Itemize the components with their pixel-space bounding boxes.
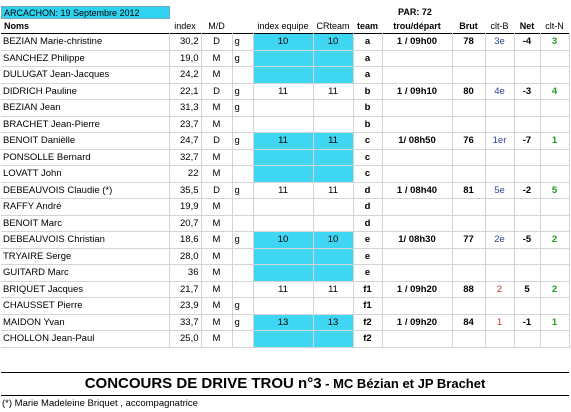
header-cltn: clt-N: [545, 21, 564, 31]
team-index-cell[interactable]: 11: [253, 133, 313, 150]
player-flag-cell[interactable]: [232, 265, 253, 282]
cr-team-cell[interactable]: 11: [313, 133, 353, 150]
player-gender-cell[interactable]: M: [201, 67, 232, 84]
net-score-cell[interactable]: [514, 116, 540, 133]
team-index-cell[interactable]: [253, 298, 313, 315]
brut-score-cell[interactable]: [452, 116, 485, 133]
banner-subtitle: - MC Bézian et JP Brachet: [321, 376, 486, 391]
header-index: index: [174, 21, 196, 31]
par-label: PAR: 72: [398, 7, 432, 17]
net-score-cell[interactable]: [514, 100, 540, 117]
table-row: [1, 34, 569, 51]
player-flag-cell[interactable]: [232, 166, 253, 183]
table-row: [1, 83, 569, 100]
player-name-cell[interactable]: BENOIT Marc: [1, 215, 169, 232]
start-hole-cell[interactable]: 1/ 08h50: [382, 133, 452, 150]
table-row: [1, 116, 569, 133]
player-index-cell[interactable]: 23,9: [169, 298, 201, 315]
clt-net-cell[interactable]: [540, 166, 569, 183]
net-score-cell[interactable]: [514, 265, 540, 282]
start-hole-cell[interactable]: [382, 100, 452, 117]
table-row: [1, 298, 569, 315]
start-hole-cell[interactable]: [382, 265, 452, 282]
player-gender-cell[interactable]: D: [201, 133, 232, 150]
team-letter-cell[interactable]: f2: [353, 331, 382, 348]
team-index-cell[interactable]: [253, 166, 313, 183]
net-score-cell[interactable]: -4: [514, 34, 540, 51]
net-score-cell[interactable]: [514, 50, 540, 67]
player-name-cell[interactable]: DEBEAUVOIS Christian: [1, 232, 169, 249]
player-flag-cell[interactable]: g: [232, 182, 253, 199]
clt-net-cell[interactable]: [540, 248, 569, 265]
start-hole-cell[interactable]: [382, 331, 452, 348]
player-index-cell[interactable]: 24,2: [169, 67, 201, 84]
start-hole-cell[interactable]: 1 / 09h00: [382, 34, 452, 51]
player-flag-cell[interactable]: [232, 199, 253, 216]
player-flag-cell[interactable]: g: [232, 133, 253, 150]
player-index-cell[interactable]: 36: [169, 265, 201, 282]
start-hole-cell[interactable]: [382, 298, 452, 315]
start-hole-cell[interactable]: [382, 248, 452, 265]
start-hole-cell[interactable]: [382, 149, 452, 166]
player-index-cell[interactable]: 30,2: [169, 34, 201, 51]
player-name-cell[interactable]: TRYAIRE Serge: [1, 248, 169, 265]
player-flag-cell[interactable]: [232, 331, 253, 348]
cr-team-cell[interactable]: 10: [313, 232, 353, 249]
team-letter-cell[interactable]: f1: [353, 298, 382, 315]
player-name-cell[interactable]: GUITARD Marc: [1, 265, 169, 282]
brut-score-cell[interactable]: [452, 331, 485, 348]
clt-net-cell[interactable]: 2: [540, 281, 569, 298]
clt-brut-cell[interactable]: 4e: [485, 83, 514, 100]
header-index-equipe: index equipe: [257, 21, 309, 31]
clt-brut-cell[interactable]: [485, 199, 514, 216]
team-index-cell[interactable]: 13: [253, 314, 313, 331]
brut-score-cell[interactable]: [452, 265, 485, 282]
cr-team-cell[interactable]: 11: [313, 182, 353, 199]
cr-team-cell[interactable]: [313, 331, 353, 348]
player-name-cell[interactable]: RAFFY André: [1, 199, 169, 216]
team-index-cell[interactable]: 11: [253, 182, 313, 199]
cr-team-cell[interactable]: [313, 298, 353, 315]
player-name-cell[interactable]: BENOIT Danièlle: [1, 133, 169, 150]
net-score-cell[interactable]: [514, 331, 540, 348]
brut-score-cell[interactable]: [452, 50, 485, 67]
brut-score-cell[interactable]: 80: [452, 83, 485, 100]
player-name-cell[interactable]: SANCHEZ Philippe: [1, 50, 169, 67]
player-index-cell[interactable]: 24,7: [169, 133, 201, 150]
team-letter-cell[interactable]: a: [353, 67, 382, 84]
clt-net-cell[interactable]: [540, 67, 569, 84]
net-score-cell[interactable]: [514, 67, 540, 84]
clt-brut-cell[interactable]: [485, 67, 514, 84]
player-flag-cell[interactable]: g: [232, 100, 253, 117]
table-row: [1, 133, 569, 150]
clt-brut-cell[interactable]: 2: [485, 281, 514, 298]
team-index-cell[interactable]: [253, 100, 313, 117]
clt-net-cell[interactable]: [540, 116, 569, 133]
player-name-cell[interactable]: DIDRICH Pauline: [1, 83, 169, 100]
player-flag-cell[interactable]: g: [232, 34, 253, 51]
header-net: Net: [519, 21, 535, 31]
table-row: [1, 50, 569, 67]
event-banner: [1, 372, 569, 396]
player-flag-cell[interactable]: [232, 67, 253, 84]
team-letter-cell[interactable]: f2: [353, 314, 382, 331]
table-row: [1, 166, 569, 183]
brut-score-cell[interactable]: [452, 100, 485, 117]
clt-net-cell[interactable]: [540, 331, 569, 348]
clt-brut-cell[interactable]: 1: [485, 314, 514, 331]
clt-brut-cell[interactable]: [485, 248, 514, 265]
table-row: [1, 265, 569, 282]
net-score-cell[interactable]: [514, 166, 540, 183]
brut-score-cell[interactable]: [452, 215, 485, 232]
brut-score-cell[interactable]: [452, 166, 485, 183]
table-row: [1, 100, 569, 117]
player-index-cell[interactable]: 20,7: [169, 215, 201, 232]
start-hole-cell[interactable]: 1 / 08h40: [382, 182, 452, 199]
table-row: [1, 232, 569, 249]
team-letter-cell[interactable]: d: [353, 215, 382, 232]
clt-net-cell[interactable]: 5: [540, 182, 569, 199]
player-flag-cell[interactable]: g: [232, 232, 253, 249]
brut-score-cell[interactable]: 88: [452, 281, 485, 298]
clt-brut-cell[interactable]: 1er: [485, 133, 514, 150]
cr-team-cell[interactable]: 13: [313, 314, 353, 331]
player-name-cell[interactable]: BEZIAN Jean: [1, 100, 169, 117]
player-gender-cell[interactable]: D: [201, 34, 232, 51]
start-hole-cell[interactable]: [382, 215, 452, 232]
clt-net-cell[interactable]: [540, 265, 569, 282]
brut-score-cell[interactable]: [452, 298, 485, 315]
team-letter-cell[interactable]: b: [353, 100, 382, 117]
clt-brut-cell[interactable]: 3e: [485, 34, 514, 51]
team-index-cell[interactable]: [253, 265, 313, 282]
cr-team-cell[interactable]: [313, 248, 353, 265]
clt-net-cell[interactable]: 3: [540, 34, 569, 51]
clt-net-cell[interactable]: [540, 149, 569, 166]
clt-net-cell[interactable]: [540, 199, 569, 216]
table-row: [1, 199, 569, 216]
cr-team-cell[interactable]: [313, 199, 353, 216]
header-cltb: clt-B: [490, 21, 509, 31]
brut-score-cell[interactable]: 78: [452, 34, 485, 51]
player-index-cell[interactable]: 23,7: [169, 116, 201, 133]
table-row: [1, 149, 569, 166]
header-trou: trou/départ: [393, 21, 441, 31]
team-index-cell[interactable]: [253, 116, 313, 133]
clt-net-cell[interactable]: 4: [540, 83, 569, 100]
player-index-cell[interactable]: 19,0: [169, 50, 201, 67]
results-table: [1, 33, 570, 348]
player-name-cell[interactable]: CHAUSSET Pierre: [1, 298, 169, 315]
team-letter-cell[interactable]: a: [353, 50, 382, 67]
player-gender-cell[interactable]: M: [201, 149, 232, 166]
net-score-cell[interactable]: -5: [514, 232, 540, 249]
clt-brut-cell[interactable]: 5e: [485, 182, 514, 199]
clt-net-cell[interactable]: [540, 50, 569, 67]
clt-brut-cell[interactable]: [485, 331, 514, 348]
cr-team-cell[interactable]: 11: [313, 83, 353, 100]
player-index-cell[interactable]: 31,3: [169, 100, 201, 117]
clt-brut-cell[interactable]: [485, 215, 514, 232]
banner-title: CONCOURS DE DRIVE TROU n°3: [84, 375, 322, 392]
start-hole-cell[interactable]: 1 / 09h10: [382, 83, 452, 100]
player-flag-cell[interactable]: [232, 149, 253, 166]
brut-score-cell[interactable]: [452, 248, 485, 265]
start-hole-cell[interactable]: 1 / 09h20: [382, 281, 452, 298]
team-index-cell[interactable]: [253, 199, 313, 216]
start-hole-cell[interactable]: [382, 67, 452, 84]
clt-net-cell[interactable]: [540, 215, 569, 232]
cr-team-cell[interactable]: [313, 166, 353, 183]
player-gender-cell[interactable]: M: [201, 331, 232, 348]
team-index-cell[interactable]: [253, 248, 313, 265]
player-name-cell[interactable]: MAIDON Yvan: [1, 314, 169, 331]
team-letter-cell[interactable]: e: [353, 265, 382, 282]
team-letter-cell[interactable]: d: [353, 182, 382, 199]
player-gender-cell[interactable]: D: [201, 83, 232, 100]
team-letter-cell[interactable]: c: [353, 166, 382, 183]
player-gender-cell[interactable]: M: [201, 281, 232, 298]
player-gender-cell[interactable]: D: [201, 182, 232, 199]
team-index-cell[interactable]: [253, 215, 313, 232]
player-name-cell[interactable]: DEBEAUVOIS Claudie (*): [1, 182, 169, 199]
cr-team-cell[interactable]: [313, 50, 353, 67]
player-gender-cell[interactable]: M: [201, 314, 232, 331]
clt-brut-cell[interactable]: [485, 166, 514, 183]
team-letter-cell[interactable]: c: [353, 149, 382, 166]
team-letter-cell[interactable]: c: [353, 133, 382, 150]
table-row: [1, 215, 569, 232]
team-letter-cell[interactable]: d: [353, 199, 382, 216]
clt-brut-cell[interactable]: [485, 265, 514, 282]
net-score-cell[interactable]: [514, 149, 540, 166]
table-row: [1, 331, 569, 348]
clt-net-cell[interactable]: [540, 100, 569, 117]
cr-team-cell[interactable]: [313, 149, 353, 166]
net-score-cell[interactable]: [514, 215, 540, 232]
player-flag-cell[interactable]: [232, 215, 253, 232]
player-gender-cell[interactable]: M: [201, 199, 232, 216]
net-score-cell[interactable]: -1: [514, 314, 540, 331]
brut-score-cell[interactable]: [452, 149, 485, 166]
cr-team-cell[interactable]: [313, 116, 353, 133]
player-name-cell[interactable]: BRACHET Jean-Pierre: [1, 116, 169, 133]
table-row: [1, 281, 569, 298]
player-name-cell[interactable]: BEZIAN Marie-christine: [1, 34, 169, 51]
cr-team-cell[interactable]: [313, 67, 353, 84]
header-crteam: CRteam: [316, 21, 350, 31]
player-name-cell[interactable]: LOVATT John: [1, 166, 169, 183]
net-score-cell[interactable]: [514, 298, 540, 315]
start-hole-cell[interactable]: [382, 50, 452, 67]
table-row: [1, 182, 569, 199]
clt-brut-cell[interactable]: 2e: [485, 232, 514, 249]
team-letter-cell[interactable]: e: [353, 248, 382, 265]
clt-brut-cell[interactable]: [485, 100, 514, 117]
net-score-cell[interactable]: -2: [514, 182, 540, 199]
team-index-cell[interactable]: [253, 50, 313, 67]
player-index-cell[interactable]: 25,0: [169, 331, 201, 348]
player-gender-cell[interactable]: M: [201, 248, 232, 265]
header-area: [0, 0, 571, 33]
clt-brut-cell[interactable]: [485, 116, 514, 133]
team-index-cell[interactable]: [253, 67, 313, 84]
team-letter-cell[interactable]: f1: [353, 281, 382, 298]
start-hole-cell[interactable]: 1/ 08h30: [382, 232, 452, 249]
player-flag-cell[interactable]: [232, 116, 253, 133]
player-flag-cell[interactable]: [232, 281, 253, 298]
team-letter-cell[interactable]: a: [353, 34, 382, 51]
cr-team-cell[interactable]: 10: [313, 34, 353, 51]
brut-score-cell[interactable]: 81: [452, 182, 485, 199]
player-index-cell[interactable]: 22,1: [169, 83, 201, 100]
player-gender-cell[interactable]: M: [201, 166, 232, 183]
sheet-title[interactable]: ARCACHON: 19 Septembre 2012: [1, 6, 170, 19]
team-index-cell[interactable]: 11: [253, 281, 313, 298]
player-index-cell[interactable]: 35,5: [169, 182, 201, 199]
player-gender-cell[interactable]: M: [201, 116, 232, 133]
start-hole-cell[interactable]: 1 / 09h20: [382, 314, 452, 331]
player-index-cell[interactable]: 28,0: [169, 248, 201, 265]
team-index-cell[interactable]: 10: [253, 34, 313, 51]
player-index-cell[interactable]: 19,9: [169, 199, 201, 216]
player-name-cell[interactable]: PONSOLLE Bernard: [1, 149, 169, 166]
player-name-cell[interactable]: DULUGAT Jean-Jacques: [1, 67, 169, 84]
header-md: M/D: [208, 21, 225, 31]
brut-score-cell[interactable]: 77: [452, 232, 485, 249]
player-index-cell[interactable]: 22: [169, 166, 201, 183]
net-score-cell[interactable]: [514, 199, 540, 216]
table-row: [1, 248, 569, 265]
player-index-cell[interactable]: 33,7: [169, 314, 201, 331]
cr-team-cell[interactable]: [313, 100, 353, 117]
player-flag-cell[interactable]: g: [232, 314, 253, 331]
player-gender-cell[interactable]: M: [201, 232, 232, 249]
player-gender-cell[interactable]: M: [201, 100, 232, 117]
clt-net-cell[interactable]: 2: [540, 232, 569, 249]
player-gender-cell[interactable]: M: [201, 50, 232, 67]
team-letter-cell[interactable]: e: [353, 232, 382, 249]
start-hole-cell[interactable]: [382, 199, 452, 216]
team-index-cell[interactable]: 11: [253, 83, 313, 100]
player-gender-cell[interactable]: M: [201, 265, 232, 282]
brut-score-cell[interactable]: [452, 67, 485, 84]
player-flag-cell[interactable]: g: [232, 298, 253, 315]
cr-team-cell[interactable]: [313, 265, 353, 282]
player-flag-cell[interactable]: [232, 248, 253, 265]
clt-brut-cell[interactable]: [485, 149, 514, 166]
clt-brut-cell[interactable]: [485, 50, 514, 67]
table-row: [1, 314, 569, 331]
player-name-cell[interactable]: BRIQUET Jacques: [1, 281, 169, 298]
player-flag-cell[interactable]: g: [232, 50, 253, 67]
player-index-cell[interactable]: 18,6: [169, 232, 201, 249]
brut-score-cell[interactable]: 76: [452, 133, 485, 150]
net-score-cell[interactable]: -3: [514, 83, 540, 100]
header-noms: Noms: [4, 21, 30, 31]
header-team: team: [356, 21, 378, 31]
brut-score-cell[interactable]: [452, 199, 485, 216]
team-index-cell[interactable]: [253, 331, 313, 348]
player-flag-cell[interactable]: g: [232, 83, 253, 100]
team-letter-cell[interactable]: b: [353, 116, 382, 133]
clt-net-cell[interactable]: 1: [540, 133, 569, 150]
brut-score-cell[interactable]: 84: [452, 314, 485, 331]
net-score-cell[interactable]: [514, 248, 540, 265]
clt-net-cell[interactable]: [540, 298, 569, 315]
start-hole-cell[interactable]: [382, 116, 452, 133]
clt-brut-cell[interactable]: [485, 298, 514, 315]
player-index-cell[interactable]: 21,7: [169, 281, 201, 298]
player-gender-cell[interactable]: M: [201, 215, 232, 232]
table-row: [1, 67, 569, 84]
player-index-cell[interactable]: 32,7: [169, 149, 201, 166]
clt-net-cell[interactable]: 1: [540, 314, 569, 331]
cr-team-cell[interactable]: 11: [313, 281, 353, 298]
header-brut: Brut: [459, 21, 478, 31]
player-name-cell[interactable]: CHOLLON Jean-Paul: [1, 331, 169, 348]
start-hole-cell[interactable]: [382, 166, 452, 183]
team-letter-cell[interactable]: b: [353, 83, 382, 100]
cr-team-cell[interactable]: [313, 215, 353, 232]
team-index-cell[interactable]: [253, 149, 313, 166]
team-index-cell[interactable]: 10: [253, 232, 313, 249]
footnote: (*) Marie Madeleine Briquet , accompagnatrice: [2, 398, 198, 409]
net-score-cell[interactable]: 5: [514, 281, 540, 298]
net-score-cell[interactable]: -7: [514, 133, 540, 150]
player-gender-cell[interactable]: M: [201, 298, 232, 315]
